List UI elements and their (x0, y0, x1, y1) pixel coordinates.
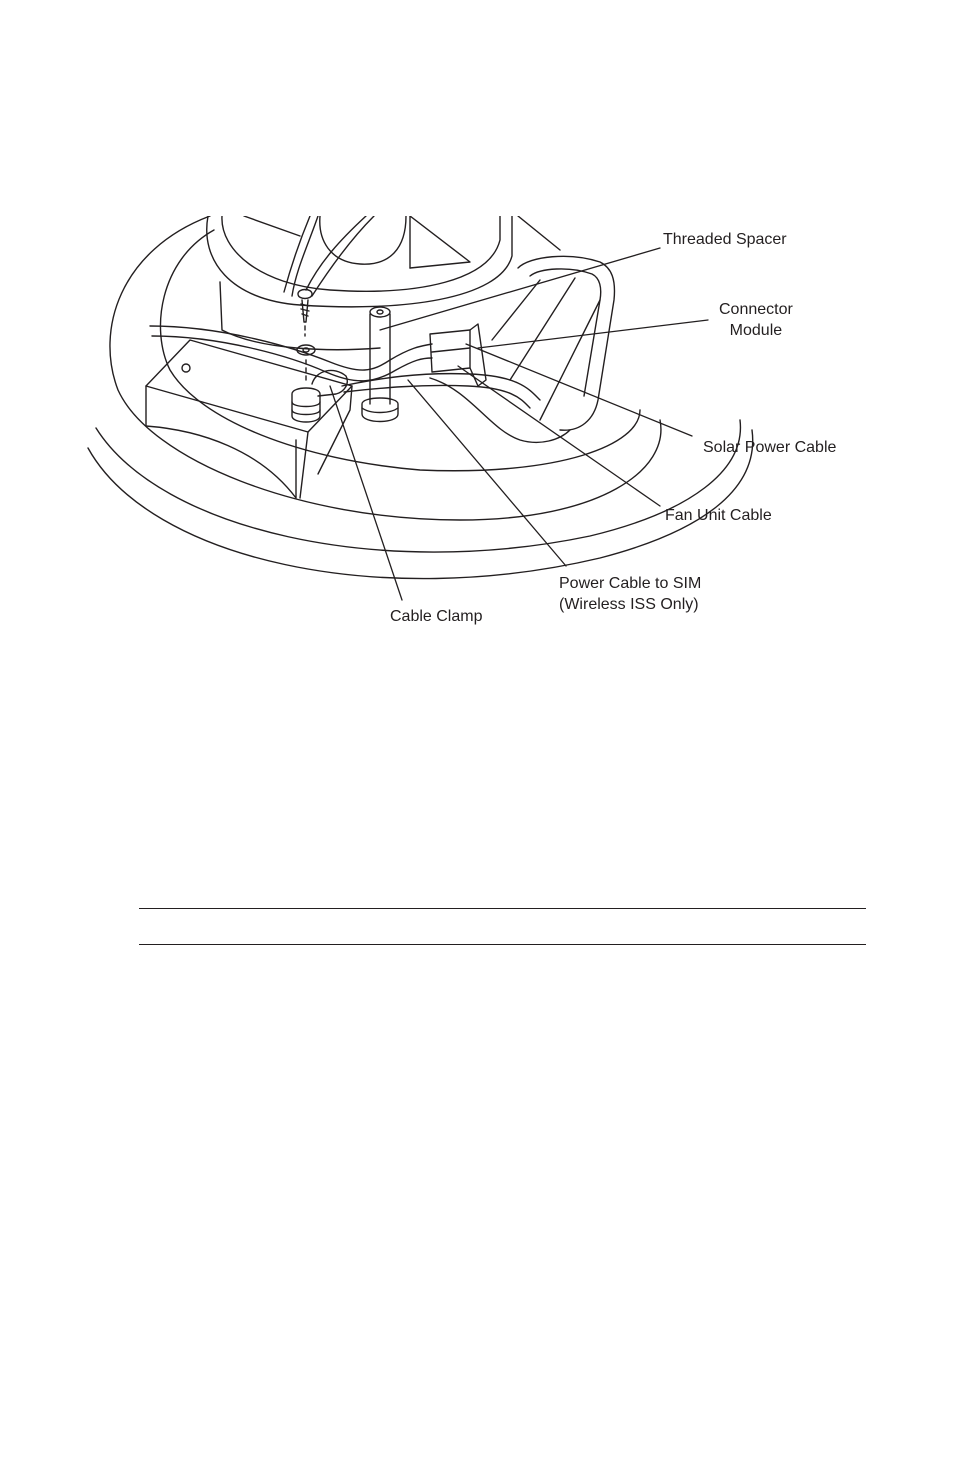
table-rule-bottom (139, 944, 866, 945)
fan-cable (284, 216, 310, 292)
threaded-spacer-base-ring (362, 408, 398, 413)
leader-threaded-spacer (380, 248, 660, 330)
outer-rim (88, 430, 753, 579)
iss-assembly-figure (0, 0, 954, 700)
mounting-box-top (146, 340, 352, 432)
grommet-ring (292, 402, 320, 415)
sim-cable (342, 374, 540, 400)
base-housing (88, 216, 753, 579)
solar-frame-bar (510, 278, 575, 380)
label-connector-module (719, 299, 793, 341)
fan-hub (320, 216, 406, 264)
sim-cable-loop (430, 378, 570, 442)
label-cable-clamp: Cable Clamp (390, 608, 483, 625)
mounting-box-hole (182, 364, 190, 372)
threaded-spacer-top (370, 307, 390, 317)
fan-housing-ring (220, 282, 380, 350)
label-power-cable-sim (559, 573, 701, 615)
label-threaded-spacer: Threaded Spacer (663, 231, 787, 248)
fan-vane (410, 216, 470, 268)
label-connector-module-line2: Module (729, 322, 783, 339)
screw-head (298, 290, 312, 299)
assembly-drawing (0, 0, 954, 700)
shroud-outer (110, 216, 661, 520)
leader-power-cable-sim (408, 380, 566, 566)
label-connector-module-line1: Connector (719, 301, 793, 318)
mounting-box-side (300, 432, 308, 498)
label-power-cable-sim-line2: (Wireless ISS Only) (559, 596, 699, 613)
fan-housing (207, 216, 512, 307)
label-solar-power-cable: Solar Power Cable (703, 439, 837, 456)
threaded-spacer-base (362, 398, 398, 422)
fan-cable (306, 216, 366, 290)
fan-vane (244, 216, 300, 236)
fan-cable (312, 216, 374, 296)
shroud-inner (160, 230, 640, 471)
solar-frame-bar (492, 280, 540, 340)
outer-rim-inner (96, 420, 740, 552)
leader-cable-clamp (330, 386, 402, 600)
fan-vane (518, 216, 560, 250)
washer-hole (303, 348, 309, 352)
leader-fan-unit-cable (458, 366, 660, 506)
threaded-spacer-hole (377, 310, 383, 314)
mounting-box-front (146, 386, 296, 498)
table-rule-top (139, 908, 866, 909)
label-power-cable-sim-line1: Power Cable to SIM (559, 575, 702, 592)
label-fan-unit-cable: Fan Unit Cable (665, 507, 772, 524)
connector-module-divider (432, 348, 470, 352)
